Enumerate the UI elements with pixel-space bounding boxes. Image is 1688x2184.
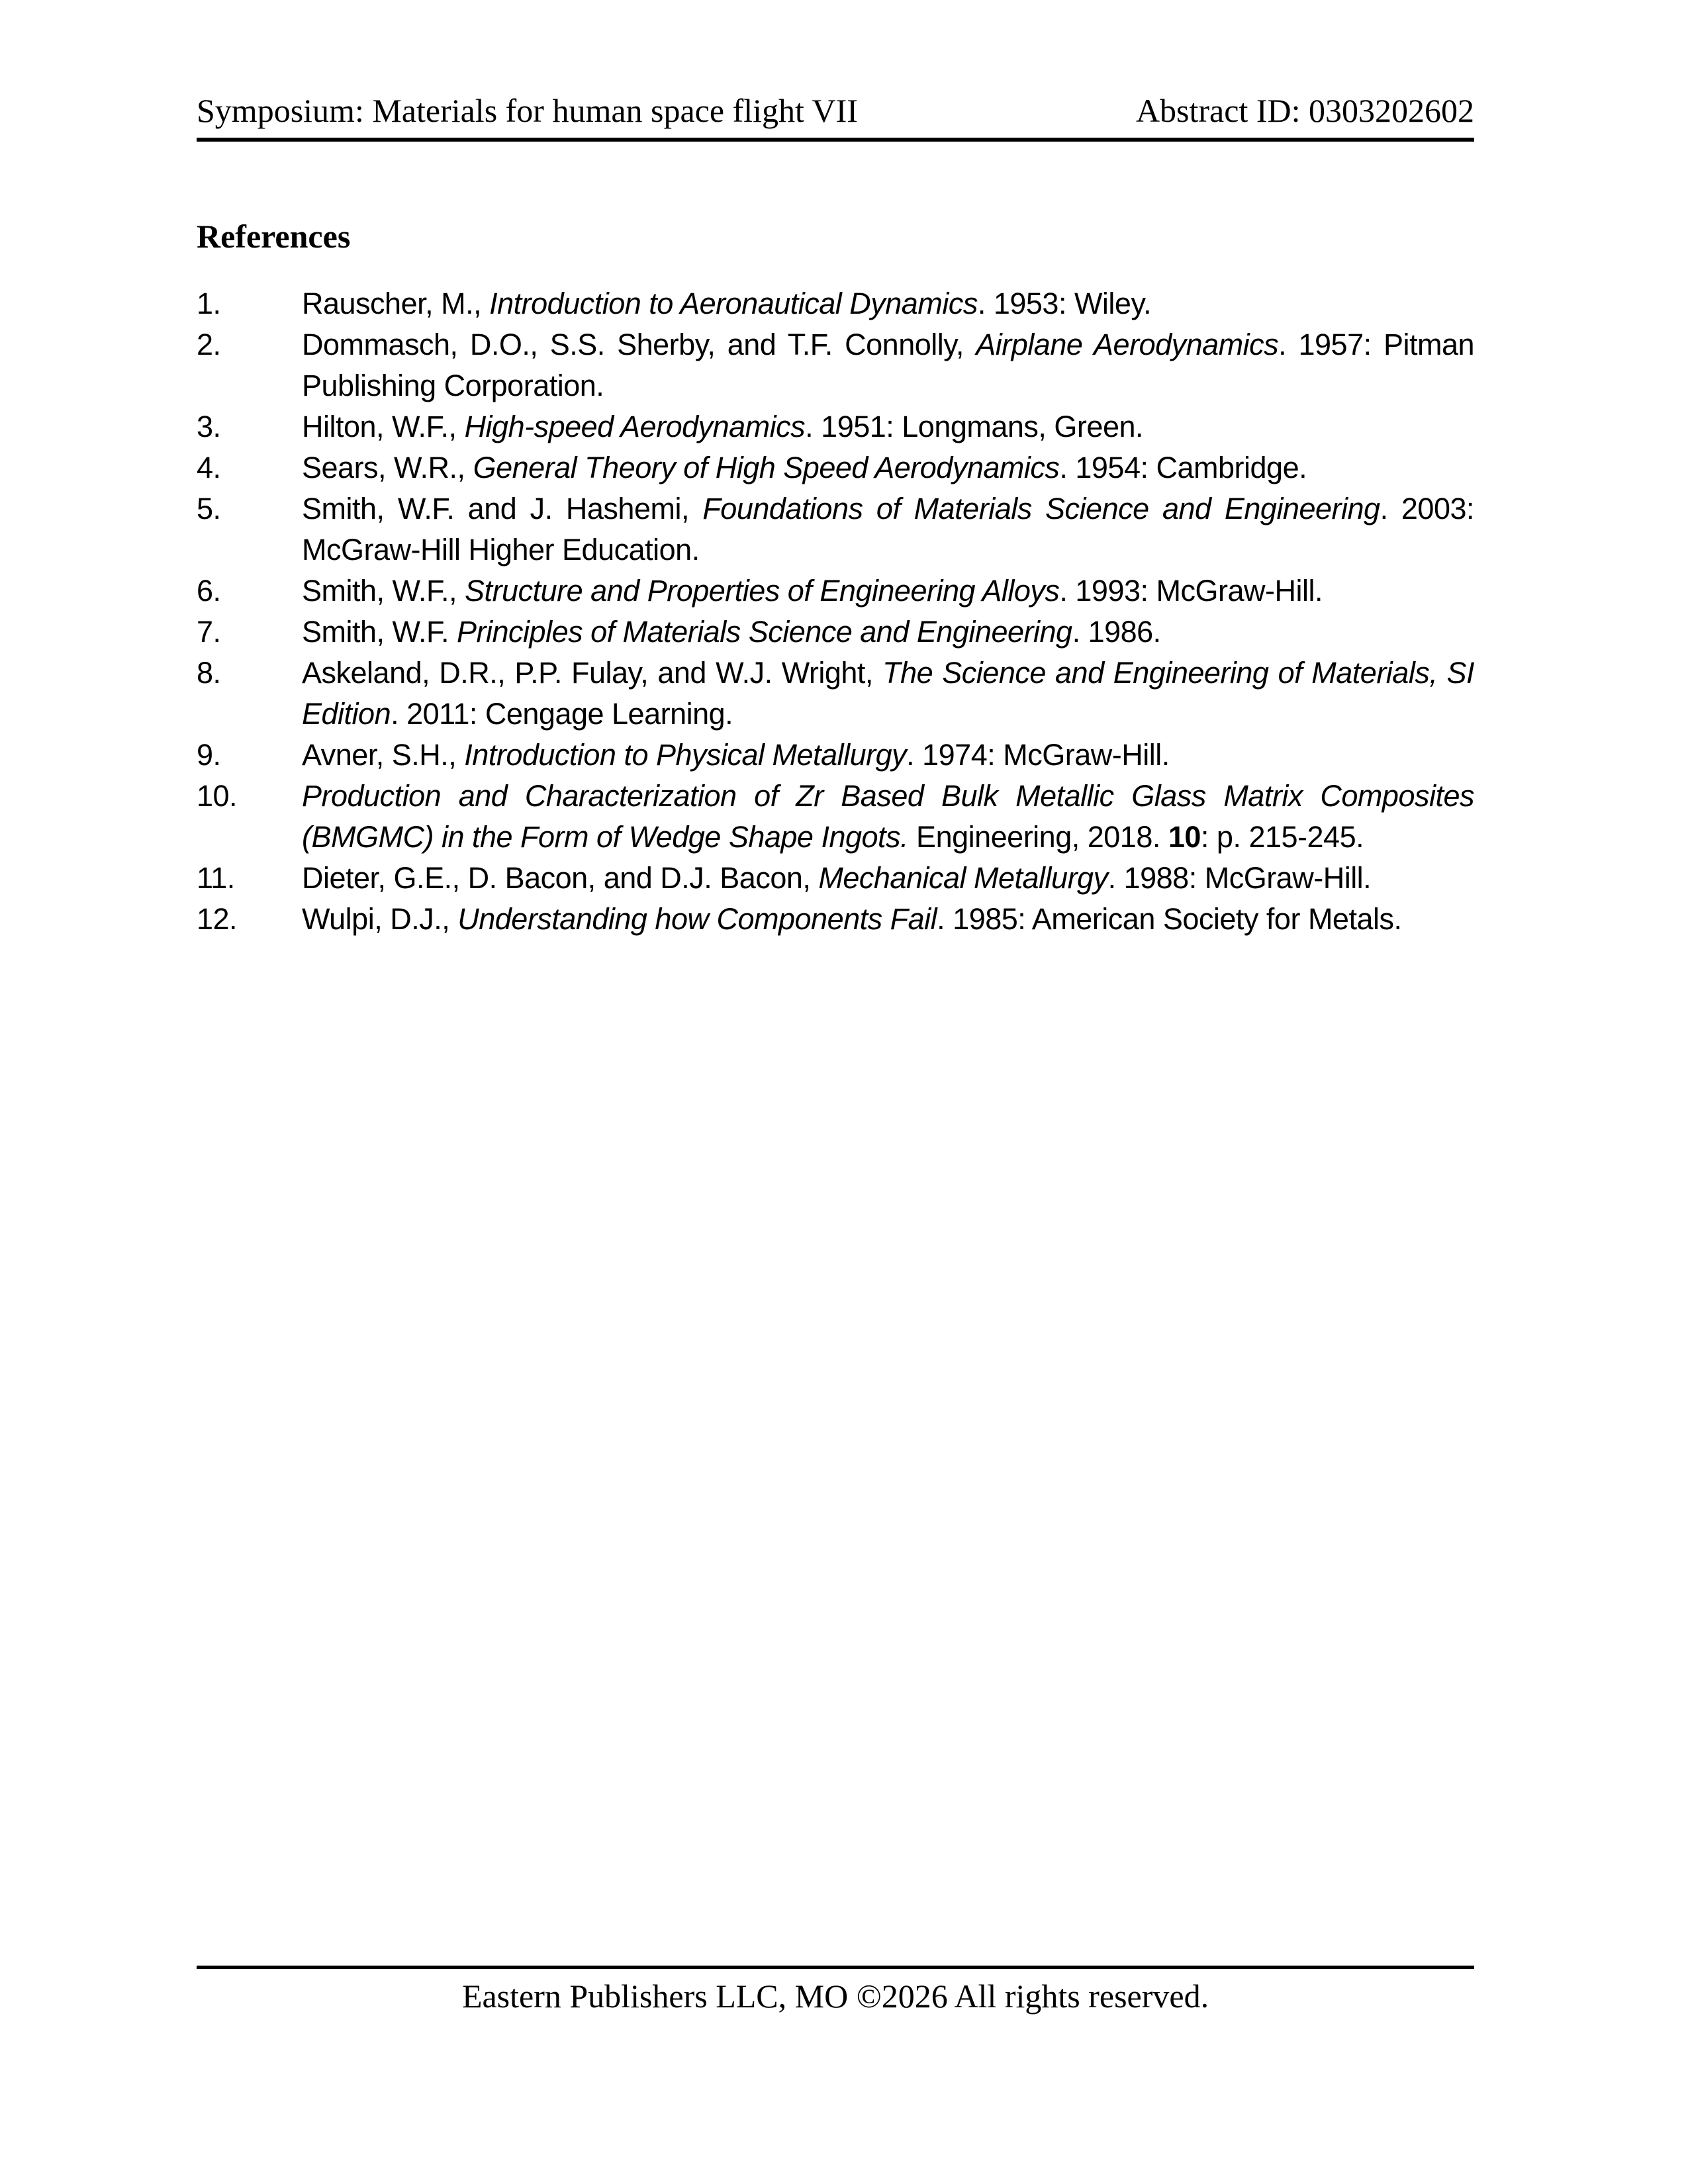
reference-text bbox=[302, 776, 1474, 858]
reference-text-run: Rauscher, M., bbox=[302, 287, 490, 320]
reference-item bbox=[197, 612, 1474, 653]
reference-text-run: Smith, W.F., bbox=[302, 574, 465, 608]
references-heading: References bbox=[197, 218, 351, 255]
reference-item bbox=[197, 283, 1474, 324]
reference-number: 12. bbox=[197, 902, 238, 936]
reference-text bbox=[302, 324, 1474, 406]
footer-copyright-text: Eastern Publishers LLC, MO ©2026 All rights reserved. bbox=[461, 1978, 1209, 2015]
reference-text-run: . 1974: McGraw-Hill. bbox=[906, 738, 1170, 772]
reference-text-run: . 1988: McGraw-Hill. bbox=[1107, 861, 1372, 895]
reference-text bbox=[302, 488, 1474, 570]
reference-text bbox=[302, 858, 1474, 899]
reference-text-run: Hilton, W.F., bbox=[302, 410, 465, 443]
reference-text-run: Smith, W.F. and J. Hashemi, bbox=[302, 492, 703, 525]
reference-text bbox=[302, 735, 1474, 776]
reference-item bbox=[197, 735, 1474, 776]
reference-text-run: . 1951: Longmans, Green. bbox=[805, 410, 1143, 443]
reference-number: 11. bbox=[197, 861, 235, 895]
page-footer bbox=[197, 1966, 1474, 2015]
reference-text-run: Wulpi, D.J., bbox=[302, 902, 458, 936]
reference-number: 2. bbox=[197, 328, 221, 361]
reference-number: 6. bbox=[197, 574, 221, 608]
reference-item bbox=[197, 653, 1474, 735]
reference-item bbox=[197, 776, 1474, 858]
reference-number: 1. bbox=[197, 287, 221, 320]
page-header bbox=[197, 91, 1474, 142]
reference-text bbox=[302, 283, 1474, 324]
reference-text-run: Structure and Properties of Engineering Alloys bbox=[465, 574, 1060, 608]
reference-number: 10. bbox=[197, 779, 238, 813]
reference-text-run: Dieter, G.E., D. Bacon, and D.J. Bacon, bbox=[302, 861, 819, 895]
reference-text bbox=[302, 406, 1474, 447]
reference-text-run: . 1957: Pitman Publishing Corporation. bbox=[302, 328, 1475, 402]
reference-number: 9. bbox=[197, 738, 221, 772]
reference-text bbox=[302, 612, 1474, 653]
reference-text-run: : p. 215-245. bbox=[1200, 820, 1364, 854]
reference-number: 7. bbox=[197, 615, 221, 649]
reference-text-run: Askeland, D.R., P.P. Fulay, and W.J. Wright, bbox=[302, 656, 883, 690]
reference-number: 8. bbox=[197, 656, 221, 690]
reference-text-run: . 1993: McGraw-Hill. bbox=[1059, 574, 1323, 608]
reference-item bbox=[197, 899, 1474, 940]
reference-text-run: Understanding how Components Fail bbox=[457, 902, 937, 936]
reference-text-run: . 1986. bbox=[1072, 615, 1161, 649]
reference-text-run: General Theory of High Speed Aerodynamics bbox=[473, 451, 1060, 484]
reference-number: 5. bbox=[197, 492, 221, 525]
reference-text bbox=[302, 653, 1474, 735]
reference-number: 4. bbox=[197, 451, 221, 484]
reference-text-run: . 2003: McGraw-Hill Higher Education. bbox=[302, 492, 1475, 567]
reference-text-run: Sears, W.R., bbox=[302, 451, 473, 484]
header-abstract-id: Abstract ID: 0303202602 bbox=[1135, 92, 1474, 129]
reference-text-run: The Science and Engineering of Materials, SI Edition bbox=[302, 656, 1474, 731]
reference-text-run: Principles of Materials Science and Engineering bbox=[457, 615, 1072, 649]
header-symposium-title: Symposium: Materials for human space flight VII bbox=[197, 92, 858, 129]
reference-text-run: Mechanical Metallurgy bbox=[818, 861, 1108, 895]
reference-text-run: Engineering, 2018. bbox=[908, 820, 1168, 854]
reference-text-run: Foundations of Materials Science and Engineering bbox=[702, 492, 1380, 525]
reference-text-run: . 1953: Wiley. bbox=[977, 287, 1152, 320]
reference-text-run: Production and Characterization of Zr Based Bulk Metallic Glass Matrix Composites (BMGMC) in the Form of Wedge Shape Ingots. bbox=[302, 779, 1474, 854]
reference-item bbox=[197, 488, 1474, 570]
reference-item bbox=[197, 406, 1474, 447]
reference-text-run: . 2011: Cengage Learning. bbox=[391, 697, 733, 731]
reference-text-run: . 1954: Cambridge. bbox=[1059, 451, 1307, 484]
reference-list bbox=[197, 283, 1474, 940]
reference-text-run: High-speed Aerodynamics bbox=[464, 410, 806, 443]
reference-text bbox=[302, 447, 1474, 488]
reference-item bbox=[197, 324, 1474, 406]
reference-item bbox=[197, 858, 1474, 899]
reference-text-run: Avner, S.H., bbox=[302, 738, 465, 772]
reference-number: 3. bbox=[197, 410, 221, 443]
reference-text-run: Dommasch, D.O., S.S. Sherby, and T.F. Connolly, bbox=[302, 328, 976, 361]
reference-text-run: . 1985: American Society for Metals. bbox=[937, 902, 1402, 936]
reference-text-run: Introduction to Physical Metallurgy bbox=[464, 738, 907, 772]
reference-text bbox=[302, 899, 1474, 940]
reference-item bbox=[197, 570, 1474, 612]
reference-text-run: Smith, W.F. bbox=[302, 615, 457, 649]
reference-text-run: Introduction to Aeronautical Dynamics bbox=[489, 287, 978, 320]
reference-item bbox=[197, 447, 1474, 488]
reference-text bbox=[302, 570, 1474, 612]
reference-text-run: Airplane Aerodynamics bbox=[976, 328, 1279, 361]
reference-text-run: 10 bbox=[1168, 820, 1201, 854]
